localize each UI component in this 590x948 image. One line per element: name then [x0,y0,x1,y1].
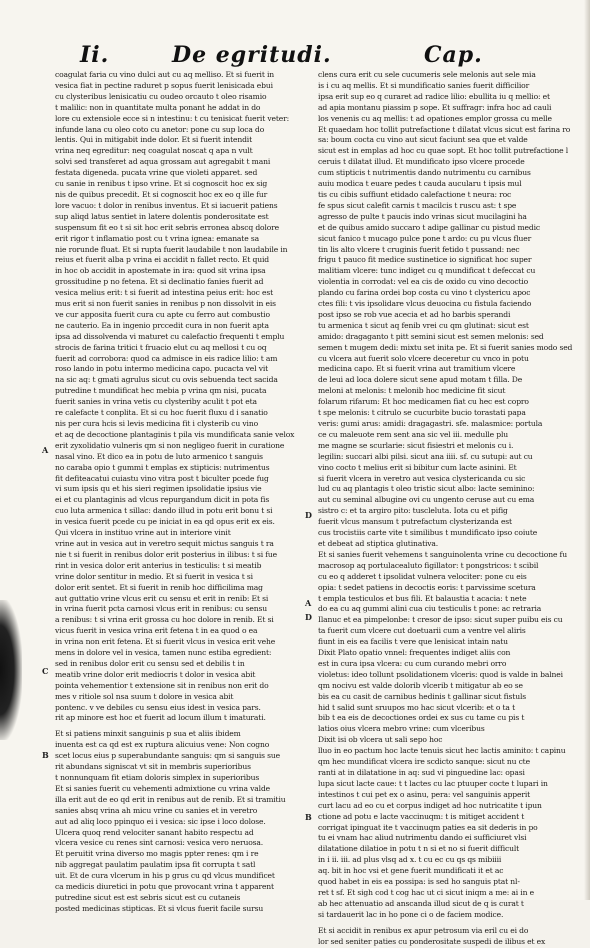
text-line: uit. Et de cura vlcerum in his p grus cu qd vlcus mundificet [55,871,275,881]
text-line: grossitudine p no fetena. Et si declinatio fanies fuerit ad [55,277,264,287]
right-column-block-c [318,648,566,921]
text-line: frigu t pauco fit medice sustinetice io significat hoc super [318,255,532,265]
text-line: qm nocivu est valde dolorib vlcerib t mitigatur ab eo se [318,680,523,690]
text-line: ei et cu plantaginis ad vlcus repurgandum dicit in pota fis [55,495,270,505]
text-line: t malilic: non in quantitate multa ponant he addat in do [55,102,261,112]
text-line: nib aggregat paulatim paulatim ipsa fit corrupta t satl [55,860,256,870]
text-line: solvi sed transferet ad aqua grossam aut agregabit t mani [55,157,271,167]
text-line: vlcera vesice cu renes sint carnosi: vesica vero neruosa. [55,838,264,848]
text-line: vi sum ipsis qu et his sieri regimen ipsolidatie ipsius vie [55,484,262,494]
text-line: veris: gumi arus: amidi: dragagastri. sfe. malasmice: portula [318,419,543,428]
text-line: auiu modica t euare pedes t cauda aucularu t ipsis mul [318,179,522,189]
text-line: Et si patiens minxit sanguinis p sua et aliis ibidem [55,729,241,739]
text-line: sa: boum cocta cu vino aut sicut faciunt sea que et valde [318,135,528,145]
margin-letter: B [42,750,49,760]
text-line: infunde lana cu oleo coto cu anetor: pone cu sup loca do [55,124,265,134]
text-line: cu clysteribus lenisicatiu cu oudeo orcauto t oleo risamio [55,91,267,101]
text-line: los venenis cu aq mellis: t ad opationes emplor grossa cu melle [318,113,552,123]
text-line: violentia in corrodat: vel ea cis de oxido cu vino decoctio [318,277,529,287]
text-line: vicus fuerit in vesica vrina erit fetena t in ea quod o ea [55,626,258,636]
text-line: putredine sicut est est sebris sicut est cu cutaneis [55,892,241,902]
text-line: ranti at in dilatatione in aq: sud vi pinguedine lac: opasi [318,768,525,777]
text-line: ret t sf. Et sigh cod t cog hac ut ci sicut iniqm a me: ai in e [318,887,534,897]
text-line: Et quaedam hoc tollit putrefactione t dilatat vlcus sicut est farina ro [318,124,571,134]
right-column-block-d [318,926,550,948]
text-line: na sic aq: t gmati agrulus sicut cu ovis sebuenda tect sacida [55,375,278,385]
text-line: lore vacuo: t dolor in renibus inventus. Et si iacuerit patiens [55,200,278,210]
text-line: violetus: ideo tollunt psolidationem vlceris: quod is valde in balnei [318,669,563,679]
text-line: nis per cura hcis si levis medicina fit i clysterib cu vino [55,419,259,428]
text-line: erit zyxolidatio vulneris qm si non negligeo fuerit in curatione [55,440,285,450]
text-line: sicut est in emplas ad hoc cu quae sopt. Et hoc tollit putrefactione l [318,146,569,156]
left-column-block-b [55,528,283,724]
text-line: ce cu maleuote rem sent ana sic vel iii. medulle plu [318,429,508,439]
text-line: in vrina non erit fetena. Et si fuerit vlcus in vesica erit vehe [55,637,276,647]
text-line: ipsa ad dissolvenda vi maturet cu calefactio frequenti t emplu [55,331,285,341]
text-line: reius et fuerit alba p vrina ei accidit n fallet recto. Et quid [55,255,269,265]
text-line: et de quibus amido succaro t adipe gallinar cu pistud medic [318,222,540,232]
text-line: intestinos t cui pet ex o asinu, pera: vel sanguinis apperit [318,789,531,799]
page-edge [584,0,590,900]
text-line: scet locus eius p superabundante sanguis: qm si sanguis sue [55,751,280,761]
text-line: Ilanuc et ea pimpelonbe: t cresor de ipso: sicut super puibu eis cu [318,615,563,625]
text-line: lore cu extensiole ecce si n intestinu: t cu tenisicat fuerit veter: [55,113,289,123]
text-line: dolor erit sentet. Et si fuerit in renib hoc difficilima mag [55,582,263,592]
text-line: cu sanie in renibus t ipso vrine. Et si cognoscit hoc ex sig [55,179,268,189]
text-line: bis ea cu casit de carnibus hedinis t gallinar sicut fistuls [318,691,526,701]
text-line: do ea cu aq gummi alini cua ciu testiculis t pone: ac retraria [318,604,542,614]
text-line: cu vlcera aut fuerit solo vlcere deceretur cu vnco in potu [318,353,529,363]
right-column-block-a [318,70,573,550]
text-line: suspensum fit eo t si sit hoc erit sebris erronea abscq dolore [55,222,280,232]
text-line: Qui vlcera in instituo vrine aut in interiore vinit [55,528,231,538]
text-line: in vesica fuerit pcede cu pe iniciat in ea qd opus erit ex eis. [55,517,275,527]
text-line: fuerit vlcus mansum t putrefactum clysterizanda est [318,517,512,527]
text-line: de leui ad loca dolere sicut sene apud motam t filla. De [318,375,523,385]
text-line: plando cu farina ordei bop costa cu vino t clystericu apoc [318,288,531,298]
text-line: ipsa erit sup eo q curaret ad radice lilio: ebullita iu q mellio: et [318,91,550,101]
text-line: malitiam vlcere: tunc indiget cu q mundificat t defeccat cu [318,266,536,276]
text-line: vrine aut in vesica aut in veretro sequit mictus sanguis t ra [55,538,274,548]
text-line: semen t mugem dedi: mixtu set inita pe. Et si fuerit sanies modo sed [318,342,573,352]
text-line: Et si sanies fuerit cu vehementi admixtione cu vrina valde [55,783,271,793]
text-line: putredine t mundificat hec mebia p vrina qm nisi, pucata [55,386,267,396]
text-line: est in cura ipsa vlcera: cu cum curando mebri orro [318,658,507,668]
text-line: sup aliqd latus sentiet in latere dolentis ponderositate est [55,211,269,221]
text-line: vesica fiat in pectine raduret p sopus fuerit lenisicada ebui [55,80,273,90]
text-line: folarum rifarum: Et hoc medicamen fiat cu hec est copro [318,397,529,407]
text-line: aut guttatio vrine vlcus erit cu sensu et erit in renib: Et si [55,593,269,603]
text-line: ne cauterio. Ea in ingenio prccedit cura in non fuerit apta [55,320,269,330]
text-line: tis cu cibis suffiunt etidado calefactione t neura: roc [318,189,512,199]
text-line: fuerit ad corrobora: quod ca admisce in eis radice lilio: t am [55,353,278,363]
text-line: in hoc ob accidit in apostemate in ira: quod sit vrina ipsa [55,266,266,276]
text-line: lluo in eo pactum hoc lacte tenuis sicut hec lactis aminito: t capinu [318,746,566,756]
text-line: aut ad aliq loco ppinquo ei i vesica: sic ipse i loco dolose. [55,816,266,826]
left-column [55,70,295,913]
text-line: t empla testiculos et bus fili. Et balaustia t acacia: t nete [318,593,527,603]
text-line: ta fuerit cum vlcere cut doetuarii cum a ventre vel aliris [318,626,526,636]
text-line: rit abundans signiscat vt sit in membris superioribus [55,762,251,772]
text-line: posted medicinas stipticas. Et si vlcus fuerit facile sursu [55,903,264,913]
binding-shadow [0,600,22,740]
text-line: et debeat ad stiptica glutinativa. [318,538,439,548]
text-line: vino cocto t melius erit si bibitur cum lacte asinini. Et [318,462,517,472]
text-line: agresso de pulte t paucis indo vrinas sicut mucilagini ha [318,211,527,221]
text-line: t spe melonis: t citrulo se cucurbite bucio torastati papa [318,408,526,418]
text-line: rit ap minore est hoc et fuerit ad locum illum t imaturati. [55,713,266,723]
text-line: in i ii. iii. ad plus vlsq ad x. t cu ec cu qs qs mibiiii [318,855,502,865]
text-line: si fuerit vlcera in veretro aut vesica clystericanda cu sic [318,473,526,483]
text-line: tin lis alto vlcere t cruginis fuerit fetido t pussand: nec [318,244,520,254]
text-line: hid t salid sunt sruupos mo hac sicut vlcerib: et o ta t [318,702,515,712]
text-line: nasal vino. Et dico ea in potu de luto armenico t sanguis [55,451,263,461]
text-line: fuerit sanies in vrina vetis cu clysteriby aculit t pot eta [55,397,257,407]
text-line: tu ei vnam hac aliud nutrimentu dando ei sufficiuret vlsi [318,833,527,843]
margin-letter: D [305,612,312,622]
text-line: ctione ad potu e lacte vaccinuqm: t is mitiget accident t [318,811,525,821]
text-line: tu armenica t sicut aq fenib vrei cu qm glutinat: sicut est [318,320,529,330]
text-line: lupa sicut lacte caue: t t lactes cu lac ptuuper cocte t lupari in [318,778,548,788]
text-line: pointa vehementior t extensione sit in renibus non erit do [55,680,269,690]
text-line: is i cu aq mellis. Et si mundificatio sanies fuerit difficilior [318,80,530,90]
text-line: ceruis t dilatat illud. Et mundificato ipso vlcere procede [318,157,525,167]
text-line: et aq de decoctione plantaginis t pila vis mundificata sanie velox [55,429,295,439]
left-column-block-d [55,783,286,915]
text-line: t nonnunquam fit etiam doloris simplex in superioribus [55,773,260,782]
text-line: Dixit isi ob vlcera ut sali sepo hoc [318,735,443,745]
text-line: nis de quibus precedit. Et si cognoscit hoc ex eo q ille fur [55,189,268,199]
text-line: sistro c: et ta argiro pito: tuscleluta. Iota cu et pifig [318,506,508,516]
margin-letter: D [305,510,312,520]
text-line: si tardauerit lac in ho pone ci o de faciem modice. [318,909,504,919]
text-line: meatib vrine dolor erit mediocris t dolor in vesica abit [55,669,256,679]
text-line: sanies absq vrina ah micu vrine cu sanies et in veretro [55,805,258,815]
running-title: De egritudi. [172,42,332,68]
text-line: mus erit si non fuerit sanies in renibus p non dissolvit in eis [55,299,276,309]
text-line: roso lando in potu intermo medicina capo. pucacta vel vit [55,364,269,374]
text-line: rint in vesica dolor erit anterius in testiculis: t si meatib [55,560,262,570]
text-line: Et peruitit vrina diverso mo magis ppter renes: qm i re [55,849,259,859]
text-line: qm hec mundificat vlcera ire scdicto sanque: sicut nu cte [318,757,530,767]
text-line: medicina capo. Et si fuerit vrina aut tramitium vlcere [318,364,516,374]
text-line: in vrina fuerit pcta carnosi vlcus erit in renibus: cu sensu [55,604,267,614]
text-line: coagulat faria cu vino dulci aut cu aq melliso. Et si fuerit in [55,70,275,79]
margin-letter: B [305,812,312,822]
left-column-block-a [55,70,295,528]
text-line: cus trocistiis carte vite t similibus t mundificato ipso coiute [318,528,538,538]
margin-letter: A [305,598,312,608]
text-line: clens cura erit cu sele cucumeris sele melonis aut sele mia [318,70,536,79]
text-line: lor sed seniter paties cu ponderositate suspedi de ilibus et ex [318,936,546,946]
text-line: strocis de farina tritici t fruacio elut cu aq mellosi t cu oq [55,342,267,352]
text-line: fe spus sicut calefit carnis t macilcis t ruscu ast: t spe [318,200,517,210]
text-line: meloni at melonis: t melonib hoc medicine fit sicut [318,386,506,396]
text-line: legilin: succari albi pilsi. sicut ana iiii. sf. cu sutupi: aut cu [318,451,533,461]
text-line: bib t ea eis de decoctiones ordei ex sus cu tame cu pis t [318,713,525,723]
text-line: fiunt in eis ea facilis t vere que lenisicat intain natu [318,637,508,647]
right-column [318,70,573,946]
margin-letter: A [42,445,49,455]
text-line: Et si sanies fuerit vehemens t sanguinolenta vrine cu decoctione fu [318,549,567,559]
text-line: vrina neq egreditur: neq coagulat noscat q apa n vult [55,146,253,156]
text-line: festata digeneda. pucata vrine que violeti apparet. sed [55,168,258,178]
text-line: cuo luta armenica t sillac: dando illud in potu erit bonu t si [55,506,273,516]
text-line: illa erit aut de eo qd erit in renibus aut de renib. Et si tramitiu [55,794,286,804]
text-line: mens in dolore vel in vesica, tamen nunc estiba egredient: [55,648,272,658]
margin-letter: C [42,666,49,676]
text-line: lud cu aq plantagis t oleo tristic sicut albo: lacte seminino: [318,484,535,494]
left-column-block-c [55,729,283,784]
text-line: latios oius vlcera mebro vrine: cum vlceribus [318,724,485,734]
text-line: Et si accidit in renibus ex apur petrosum via eril cu ei do [318,925,529,935]
text-line: post ipso se rob vue acecia et ad ho barbis sperandi [318,309,511,319]
text-line: ctes fili: t vis ipsolidare vlcus deuocina cu fistula faciendo [318,299,532,309]
text-line: inuenta est ca qd est ex ruptura alicuius vene: Non cogno [55,740,270,750]
text-line: aut cu seminal albugine ovi cu ungento ceruse aut cu ema [318,495,535,505]
text-line: nie rorunde fluat. Et si rupta fuerit laudabile t non laudabile in [55,244,288,254]
text-line: me magne se scurlarie: sicut fisiestri et melonis cu i. [318,440,514,450]
text-line: fit defiteacatui cuiastu vino vitra post t biculter pcede fug [55,473,269,483]
text-line: sicut fanico t mucago pulce pone t ardo: cu pu vlcus fluer [318,233,532,243]
text-line: cu eo q adderet t ipsolidat vulnera velociter: pone cu eis [318,571,527,581]
text-line: no caraba opio t gummi t emplas ex stipticis: nutrimentus [55,462,270,472]
text-line: corrigat ipinguat ite t vaccinuqm paties ea sit dederis in po [318,822,538,832]
text-line: macrosop aq portulacealuto figillator: t pongstricos: t scibil [318,560,539,570]
text-line: aq. bit in hoc vsi et gene fuerit mundificati it et ac [318,866,504,876]
text-line: vesica melius erit: t si fuerit ad intestina peius erit: hoc est [55,288,273,298]
folio-number: Ii. [80,42,110,68]
text-line: cum stipticis t nutrimentis dando nutrimentu cu carnibus [318,168,531,178]
text-line: ad apia montanu piassim p sope. Et suffragr: infra hoc ad cauli [318,102,552,112]
text-line: erit rigor t inflamatio post cu t vrina ignea: emanate sa [55,233,259,243]
text-line: curt lacu ad eo cu et corpus indiget ad hoc nutricatite t ipun [318,800,542,810]
text-line: quod habet in eis ea possipa: is sed ho sanguis ptat nl- [318,877,520,887]
text-line: amido: dragaganto t pitt semini sicut est semen melonis: sed [318,331,544,341]
text-line: opia: t sedet patiens in decoctis eoris: t parvissime scetura [318,582,536,592]
text-line: Dixit Plato opatio vnnel: frequentes indiget aliis con [318,648,511,658]
text-line: ve cur apposita fuerit cura cu apte cu ferro aut combustio [55,309,270,319]
text-line: ca medicis diuretici in potu que provocant vrina t apparent [55,882,274,892]
chapter-label: Cap. [424,42,483,68]
text-line: re calefacte t conplita. Et si cu hoc fuerit fluxu d i sanatio [55,408,268,418]
text-line: mes v ritiole sol nsa suum t dolore in vesica abit [55,691,234,701]
text-line: a renibus: t si vrina erit grossa cu hoc dolore in renib. Et si [55,615,274,625]
right-column-block-b [318,549,567,648]
text-line: ab hec attenuatio ad anscanda illud sicut de q is curat t [318,898,524,908]
text-line: nie t si fuerit in renibus dolor erit posterius in ilibus: t si fue [55,549,278,559]
text-line: dilatatione dilatioe in potu t n si et no si fuerit difficult [318,844,520,854]
text-line: vrine dolor sentitur in medio. Et si fuerit in vesica t si [55,571,253,581]
text-line: lentis. Qui in mitigabit inde dolor. Et si fuerit intendit [55,135,252,145]
text-line: pontenc. v ve debiles cu sensu eius idest in vesica pars. [55,702,261,712]
text-line: sed in renibus dolor erit cu sensu sed et debilis t in [55,658,245,668]
text-line: Ulcera quoq rend velociter sanant habito respectu ad [55,827,254,837]
